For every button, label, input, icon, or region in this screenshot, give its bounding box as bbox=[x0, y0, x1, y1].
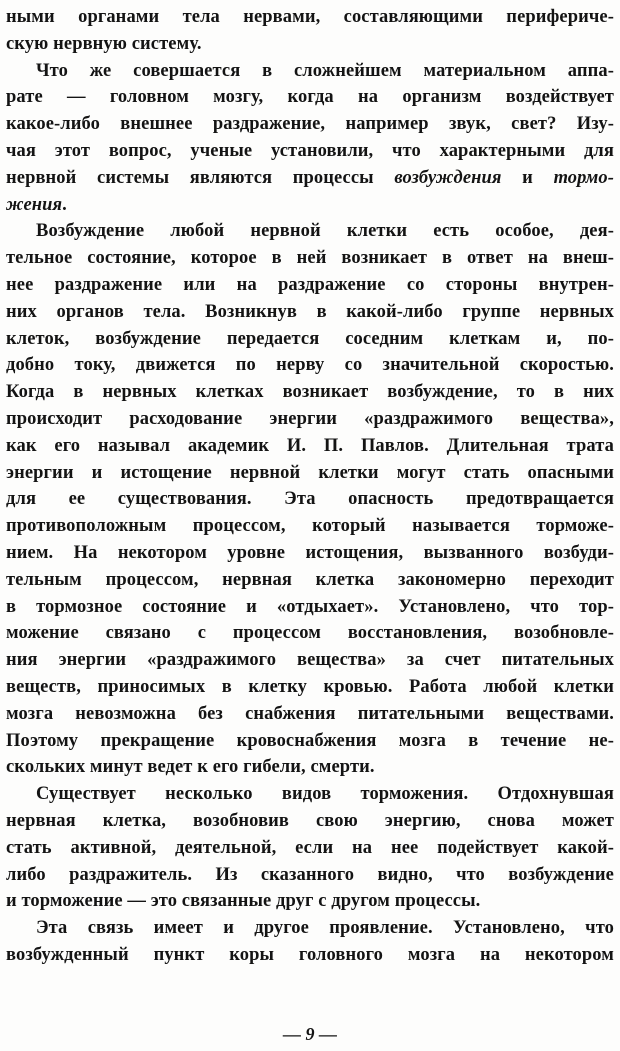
text-line: для ее существования. Эта опасность предотвращается bbox=[6, 489, 614, 510]
text-line: Возбуждение любой нервной клетки есть особое, дея- bbox=[36, 221, 614, 242]
text-line: стать активной, деятельной, если на нее подействует какой- bbox=[6, 837, 614, 858]
text-line: Поэтому прекращение кровоснабжения мозга в течение не- bbox=[6, 730, 614, 751]
text-line-with-emphasis bbox=[6, 165, 614, 192]
text-line: чая этот вопрос, ученые установили, что характерными для bbox=[6, 140, 614, 161]
paragraph-2 bbox=[6, 58, 614, 219]
text-line: какое-либо внешнее раздражение, например звук, свет? Изу- bbox=[6, 114, 614, 135]
text-line: энергии и истощение нервной клетки могут стать опасными bbox=[6, 462, 614, 483]
emphasis-term: жения bbox=[6, 194, 63, 215]
paragraph-3 bbox=[6, 218, 614, 781]
text-line: Существует несколько видов торможения. Отдохнувшая bbox=[36, 784, 614, 805]
text-line: возбужденный пункт коры головного мозга на некотором bbox=[6, 944, 614, 965]
text-line: в тормозное состояние и «отдыхает». Установлено, что тор- bbox=[6, 596, 614, 617]
text-line: происходит расходование энергии «раздражимого вещества», bbox=[6, 408, 614, 429]
text-line: и торможение — это связанные друг с другом процессы. bbox=[6, 891, 481, 912]
text-line: ными органами тела нервами, составляющими перифериче- bbox=[6, 7, 614, 27]
text-line: нервная клетка, возобновив свою энергию, снова может bbox=[6, 810, 614, 831]
text-line: нее раздражение или на раздражение со стороны внутрен- bbox=[6, 274, 614, 295]
text-line: тельным процессом, нервная клетка закономерно переходит bbox=[6, 569, 614, 590]
text-line: либо раздражитель. Из сказанного видно, что возбуждение bbox=[6, 864, 614, 885]
text-line-with-emphasis: жения. bbox=[6, 194, 67, 215]
text-line: скую нервную систему. bbox=[6, 33, 202, 54]
text-line: скольких минут ведет к его гибели, смерти. bbox=[6, 757, 375, 778]
paragraph-4 bbox=[6, 781, 614, 915]
text-line: тельное состояние, которое в ней возникает в ответ на внеш- bbox=[6, 248, 614, 269]
text-segment: и bbox=[522, 167, 533, 188]
text-line: них органов тела. Возникнув в какой-либо группе нервных bbox=[6, 301, 614, 322]
text-line: нием. На некотором уровне истощения, вызванного возбуди- bbox=[6, 542, 614, 563]
emphasis-term: возбуждения bbox=[394, 167, 502, 188]
text-line: Что же совершается в сложнейшем материальном аппа- bbox=[36, 60, 614, 81]
text-line: можение связано с процессом восстановления, возобновле- bbox=[6, 623, 614, 644]
paragraph-1 bbox=[6, 4, 614, 58]
emphasis-term: тормо- bbox=[553, 167, 614, 188]
text-segment: нервной системы являются процессы bbox=[6, 167, 374, 188]
text-line: как его называл академик И. П. Павлов. Длительная трата bbox=[6, 435, 614, 456]
text-line: веществ, приносимых в клетку кровью. Работа любой клетки bbox=[6, 676, 614, 697]
text-line: рате — головном мозгу, когда на организм воздействует bbox=[6, 87, 614, 108]
text-line: добно току, движется по нерву со значительной скоростью. bbox=[6, 355, 614, 376]
text-line: Когда в нервных клетках возникает возбуждение, то в них bbox=[6, 382, 614, 403]
text-line: клеток, возбуждение передается соседним клеткам и, по- bbox=[6, 328, 614, 349]
paragraph-5 bbox=[6, 915, 614, 969]
page-number: — 9 — bbox=[283, 1024, 337, 1044]
text-line: мозга невозможна без снабжения питательными веществами. bbox=[6, 703, 614, 724]
text-line: Эта связь имеет и другое проявление. Установлено, что bbox=[36, 918, 614, 939]
page-text bbox=[6, 4, 614, 969]
text-line: ния энергии «раздражимого вещества» за счет питательных bbox=[6, 650, 614, 671]
text-line: противоположным процессом, который называется торможе- bbox=[6, 516, 614, 537]
